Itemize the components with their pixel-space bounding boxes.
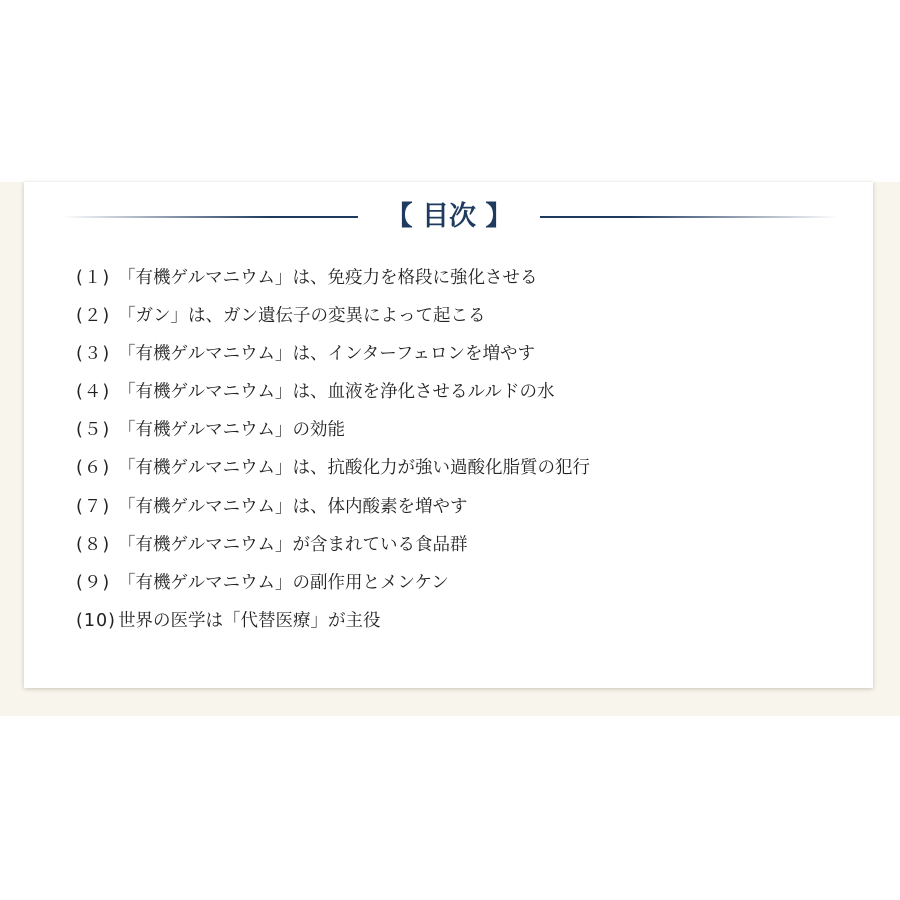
toc-item-number: (８) (76, 534, 111, 555)
toc-item-6[interactable] (76, 449, 590, 487)
toc-item-number: (４) (76, 382, 111, 403)
toc-item-number: (９) (76, 572, 111, 593)
toc-item-9[interactable] (76, 564, 590, 602)
toc-item-text: 「ガン」は、ガン遺伝子の変異によって起こる (118, 306, 486, 327)
toc-item-text: 「有機ゲルマニウム」は、体内酸素を増やす (118, 496, 468, 517)
toc-item-8[interactable] (76, 526, 590, 564)
toc-list (76, 259, 590, 640)
toc-item-number: (１) (76, 268, 111, 288)
toc-item-1[interactable] (76, 259, 590, 297)
toc-item-number: (２) (76, 306, 111, 327)
toc-item-text: 「有機ゲルマニウム」は、免疫力を格段に強化させる (118, 268, 538, 288)
toc-item-text: 「有機ゲルマニウム」の効能 (118, 420, 345, 441)
toc-item-text: 「有機ゲルマニウム」は、インターフェロンを増やす (118, 344, 536, 365)
toc-item-number: (７) (76, 496, 111, 517)
toc-item-7[interactable] (76, 488, 590, 526)
toc-item-number: (６) (76, 458, 111, 479)
toc-item-text: 「有機ゲルマニウム」は、抗酸化力が強い過酸化脂質の犯行 (118, 458, 590, 479)
heading-rule-left (62, 216, 358, 218)
toc-heading-row (24, 202, 873, 232)
toc-item-4[interactable] (76, 373, 590, 411)
toc-item-text: 「有機ゲルマニウム」は、血液を浄化させるルルドの水 (118, 382, 555, 403)
toc-item-3[interactable] (76, 335, 590, 373)
toc-item-text: 世界の医学は「代替医療」が主役 (118, 610, 381, 631)
toc-item-5[interactable] (76, 411, 590, 449)
toc-title: 【 目次 】 (385, 201, 513, 232)
heading-rule-right (540, 216, 838, 218)
toc-item-number: (５) (76, 420, 111, 441)
toc-card (24, 182, 873, 688)
toc-item-text: 「有機ゲルマニウム」が含まれている食品群 (118, 534, 468, 555)
toc-item-2[interactable] (76, 297, 590, 335)
toc-item-number: (10) (76, 610, 116, 631)
toc-item-number: (３) (76, 344, 111, 365)
toc-item-10[interactable] (76, 602, 590, 640)
toc-item-text: 「有機ゲルマニウム」の副作用とメンケン (118, 572, 449, 593)
